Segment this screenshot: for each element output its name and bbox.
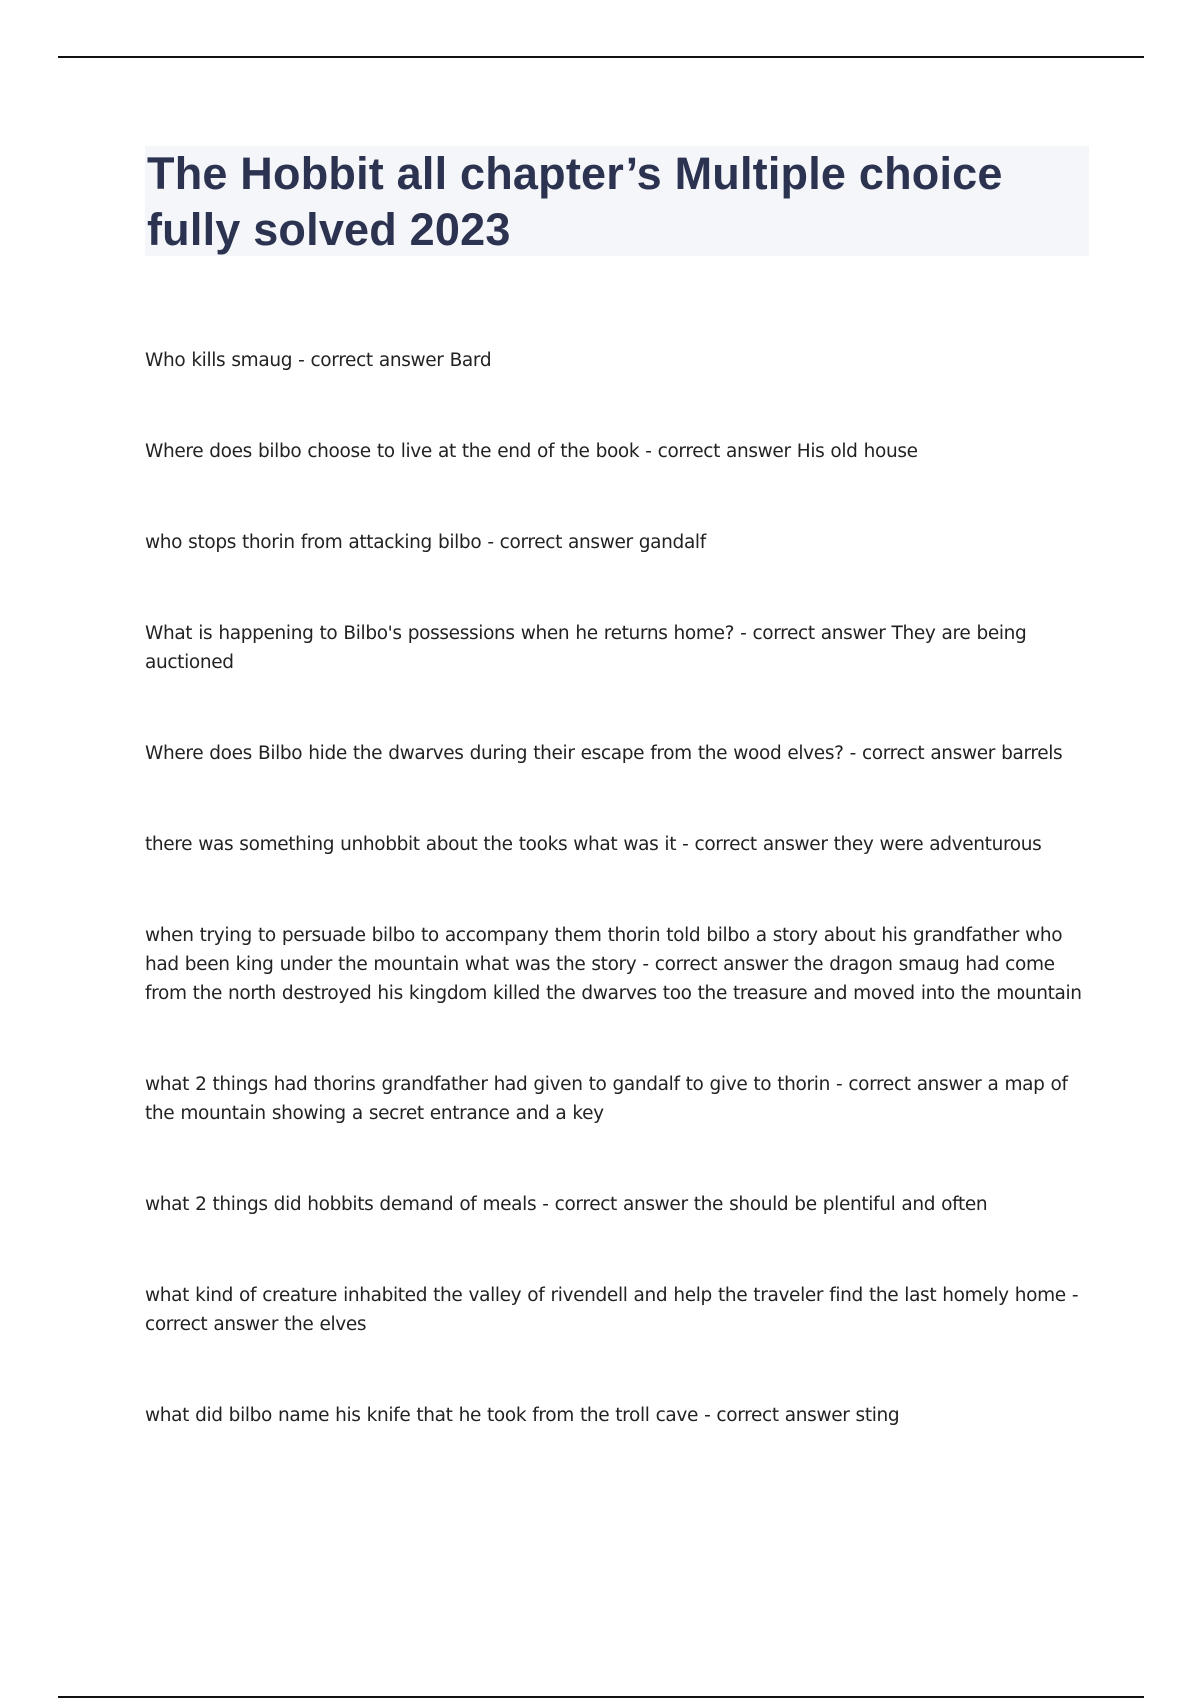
- question-item: there was something unhobbit about the tooks what was it - correct answer they were adventurous: [145, 834, 1042, 855]
- question-item: what kind of creature inhabited the valley of rivendell and help the traveler find the last homely home - correct answer the elves: [145, 1285, 1079, 1335]
- question-item: who stops thorin from attacking bilbo - correct answer gandalf: [145, 532, 706, 553]
- question-item: Where does bilbo choose to live at the end of the book - correct answer His old house: [145, 441, 918, 462]
- question-item: Where does Bilbo hide the dwarves during their escape from the wood elves? - correct answer barrels: [145, 743, 1063, 764]
- question-item: what did bilbo name his knife that he took from the troll cave - correct answer sting: [145, 1405, 900, 1426]
- question-item: Who kills smaug - correct answer Bard: [145, 350, 492, 371]
- question-list: [145, 346, 1085, 1492]
- question-item: when trying to persuade bilbo to accompany them thorin told bilbo a story about his grandfather who had been king under the mountain what was the story - correct answer the dragon smaug had come from the north destroyed his kingdom killed the dwarves too the treasure and moved into the mountain: [145, 925, 1082, 1004]
- question-item: what 2 things did hobbits demand of meals - correct answer the should be plentiful and often: [145, 1194, 988, 1215]
- question-item: What is happening to Bilbo's possessions when he returns home? - correct answer They are being auctioned: [145, 623, 1027, 673]
- question-item: what 2 things had thorins grandfather had given to gandalf to give to thorin - correct answer a map of the mountain showing a secret entrance and a key: [145, 1074, 1068, 1124]
- title-block: [145, 146, 1089, 256]
- top-divider: [58, 56, 1144, 58]
- bottom-divider: [58, 1696, 1144, 1698]
- document-title: The Hobbit all chapter’s Multiple choice fully solved 2023: [147, 148, 1003, 255]
